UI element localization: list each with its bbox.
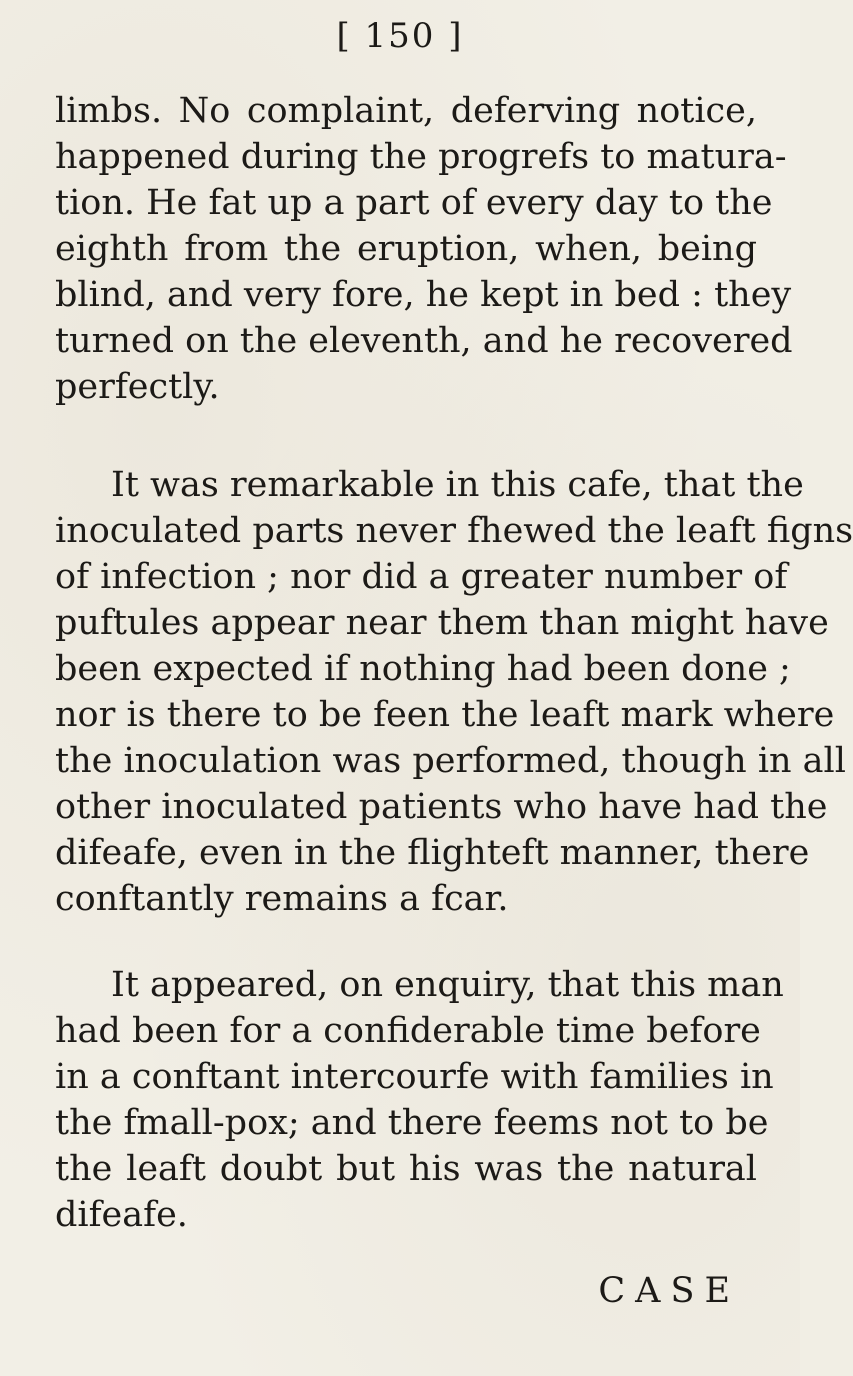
text-line: limbs. No complaint, deferving notice, <box>55 91 757 131</box>
paragraph-2 <box>55 462 853 922</box>
text-line: puftules appear near them than might have <box>55 603 829 643</box>
text-line: eighth from the eruption, when, being <box>55 229 757 269</box>
text-line: difeafe. <box>55 1195 188 1235</box>
text-line: inoculated parts never fhewed the leaft figns <box>55 511 853 551</box>
text-line: perfectly. <box>55 367 220 407</box>
text-line: happened during the progrefs to matura- <box>55 137 787 177</box>
text-line: blind, and very fore, he kept in bed : they <box>55 275 792 315</box>
text-line: the inoculation was performed, though in all <box>55 741 846 781</box>
text-line: other inoculated patients who have had the <box>55 787 828 827</box>
catchword: CASE <box>598 1271 740 1311</box>
text-line: tion. He fat up a part of every day to the <box>55 183 773 223</box>
text-line: turned on the eleventh, and he recovered <box>55 321 793 361</box>
text-line: It was remarkable in this cafe, that the <box>111 465 804 505</box>
text-line: difeafe, even in the flighteft manner, there <box>55 833 810 873</box>
text-line: It appeared, on enquiry, that this man <box>111 965 784 1005</box>
paragraph-1 <box>55 88 793 410</box>
text-line: been expected if nothing had been done ; <box>55 649 791 689</box>
text-line: conftantly remains a fcar. <box>55 879 509 919</box>
text-line: had been for a confiderable time before <box>55 1011 761 1051</box>
text-line: of infection ; nor did a greater number of <box>55 557 788 597</box>
text-line: nor is there to be feen the leaft mark where <box>55 695 835 735</box>
paragraph-3 <box>55 962 784 1238</box>
text-line: the leaft doubt but his was the natural <box>55 1149 757 1189</box>
text-line: the fmall-pox; and there feems not to be <box>55 1103 769 1143</box>
text-line: in a conftant intercourfe with families in <box>55 1057 774 1097</box>
body-text <box>55 88 853 1290</box>
page-number: [ 150 ] <box>336 16 464 56</box>
